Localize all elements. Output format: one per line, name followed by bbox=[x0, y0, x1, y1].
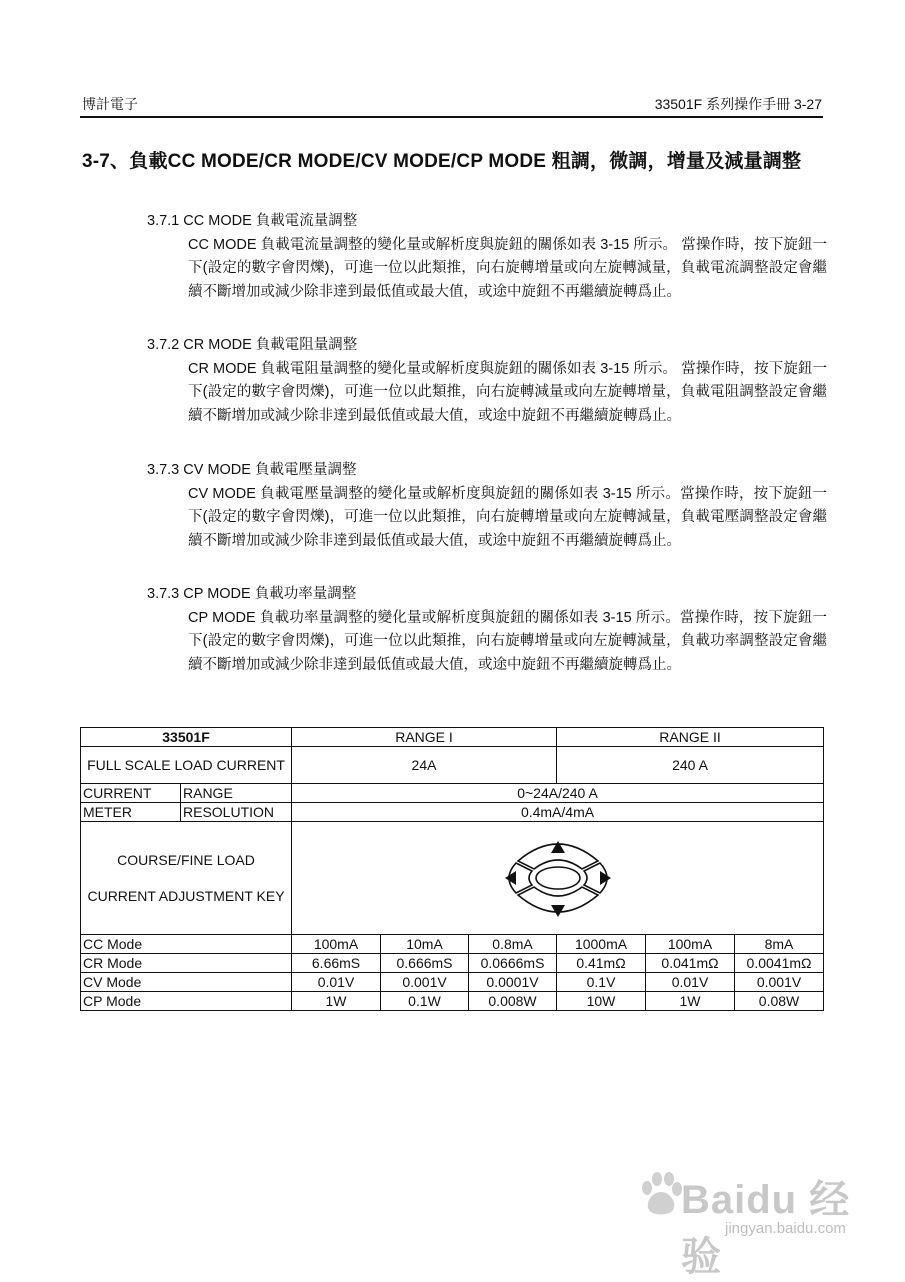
value-cell: 10W bbox=[557, 992, 646, 1011]
full-scale-label: FULL SCALE LOAD CURRENT bbox=[81, 747, 292, 784]
mode-label: CC Mode bbox=[81, 935, 292, 954]
range-label: RANGE bbox=[181, 784, 292, 803]
baidu-watermark bbox=[637, 1164, 867, 1279]
section-cr bbox=[147, 334, 827, 428]
paw-logo-icon bbox=[637, 1170, 683, 1216]
adjustment-key-cell bbox=[292, 822, 824, 935]
section-heading: 3.7.1 CC MODE 負載電流量調整 bbox=[147, 213, 358, 229]
range-i-header: RANGE I bbox=[292, 728, 557, 747]
mode-label: CP Mode bbox=[81, 992, 292, 1011]
resolution-table bbox=[80, 727, 824, 1011]
value-cell: 0.01V bbox=[646, 973, 735, 992]
resolution-label: RESOLUTION bbox=[181, 803, 292, 822]
value-cell: 0.0001V bbox=[469, 973, 557, 992]
section-heading: 3.7.3 CP MODE 負載功率量調整 bbox=[147, 586, 357, 602]
meter-resolution-row bbox=[81, 803, 824, 822]
meter-label-meter: METER bbox=[81, 803, 181, 822]
value-cell: 8mA bbox=[735, 935, 824, 954]
four-way-key-icon bbox=[498, 833, 618, 923]
mode-label: CR Mode bbox=[81, 954, 292, 973]
section-cp bbox=[147, 583, 827, 677]
header-rule bbox=[80, 116, 823, 118]
section-body: CP MODE 負載功率量調整的變化量或解析度與旋鈕的關係如表 3-15 所示。當操作時，按下旋鈕一下(設定的數字會閃爍)，可進一位以此類推，向右旋轉增量或向左旋轉減量，負載功率調整設定會繼續不斷增加或減少除非達到最低值或最大值，或途中旋鈕不再繼續旋轉爲止。 bbox=[188, 609, 827, 673]
section-heading: 3.7.3 CV MODE 負載電壓量調整 bbox=[147, 462, 357, 478]
table-row bbox=[81, 935, 824, 954]
value-cell: 0.8mA bbox=[469, 935, 557, 954]
section-body: CV MODE 負載電壓量調整的變化量或解析度與旋鈕的關係如表 3-15 所示。當操作時，按下旋鈕一下(設定的數字會閃爍)，可進一位以此類推，向右旋轉增量或向左旋轉減量，負載電壓調整設定會繼續不斷增加或減少除非達到最低值或最大值，或途中旋鈕不再繼續旋轉爲止。 bbox=[188, 485, 827, 549]
meter-label-current: CURRENT bbox=[81, 784, 181, 803]
adjustment-key-row bbox=[81, 822, 824, 935]
section-heading: 3.7.2 CR MODE 負載電阻量調整 bbox=[147, 337, 358, 353]
value-cell: 6.66mS bbox=[292, 954, 381, 973]
meter-range-row bbox=[81, 784, 824, 803]
value-cell: 0.1W bbox=[381, 992, 469, 1011]
adjustment-key-label bbox=[81, 822, 292, 935]
table-header-row bbox=[81, 728, 824, 747]
section-body: CC MODE 負載電流量調整的變化量或解析度與旋鈕的關係如表 3-15 所示。 當操作時，按下旋鈕一下(設定的數字會閃爍)，可進一位以此類推，向右旋轉增量或向左旋轉減量，負載電流調整設定會繼續不斷增加或減少除非達到最低值或最大值，或途中旋鈕不再繼續旋轉爲止。 bbox=[188, 236, 827, 300]
full-scale-range-ii: 240 A bbox=[557, 747, 824, 784]
key-center-ellipse bbox=[536, 867, 580, 889]
table-row bbox=[81, 973, 824, 992]
value-cell: 100mA bbox=[646, 935, 735, 954]
value-cell: 0.0666mS bbox=[469, 954, 557, 973]
value-cell: 0.08W bbox=[735, 992, 824, 1011]
value-cell: 1W bbox=[292, 992, 381, 1011]
value-cell: 0.666mS bbox=[381, 954, 469, 973]
section-title: 3-7、負載CC MODE/CR MODE/CV MODE/CP MODE 粗調，微調，增量及減量調整 bbox=[82, 151, 802, 172]
value-cell: 0.001V bbox=[381, 973, 469, 992]
adjustment-key-label-line1: COURSE/FINE LOAD bbox=[117, 852, 255, 868]
value-cell: 10mA bbox=[381, 935, 469, 954]
page-header bbox=[82, 94, 822, 116]
value-cell: 0.1V bbox=[557, 973, 646, 992]
value-cell: 0.0041mΩ bbox=[735, 954, 824, 973]
section-body: CR MODE 負載電阻量調整的變化量或解析度與旋鈕的關係如表 3-15 所示。 當操作時，按下旋鈕一下(設定的數字會閃爍)，可進一位以此類推，向右旋轉減量或向左旋轉增量，負載電阻調整設定會繼續不斷增加或減少除非達到最低值或最大值，或途中旋鈕不再繼續旋轉爲止。 bbox=[188, 360, 827, 424]
value-cell: 0.008W bbox=[469, 992, 557, 1011]
adjustment-key-label-line2: CURRENT ADJUSTMENT KEY bbox=[87, 888, 285, 904]
mode-label: CV Mode bbox=[81, 973, 292, 992]
value-cell: 0.41mΩ bbox=[557, 954, 646, 973]
full-scale-row bbox=[81, 747, 824, 784]
resolution-value: 0.4mA/4mA bbox=[292, 803, 824, 822]
value-cell: 0.01V bbox=[292, 973, 381, 992]
value-cell: 1000mA bbox=[557, 935, 646, 954]
watermark-url: jingyan.baidu.com bbox=[725, 1220, 846, 1237]
range-ii-header: RANGE II bbox=[557, 728, 824, 747]
full-scale-range-i: 24A bbox=[292, 747, 557, 784]
value-cell: 0.001V bbox=[735, 973, 824, 992]
value-cell: 1W bbox=[646, 992, 735, 1011]
header-manual-page: 33501F 系列操作手冊 3-27 bbox=[654, 96, 822, 112]
model-header: 33501F bbox=[81, 728, 292, 747]
header-company: 博計電子 bbox=[82, 96, 138, 112]
value-cell: 100mA bbox=[292, 935, 381, 954]
watermark-brand: Baidu 经验 bbox=[681, 1178, 851, 1279]
table-row bbox=[81, 954, 824, 973]
table-row bbox=[81, 992, 824, 1011]
section-cc bbox=[147, 210, 827, 304]
value-cell: 0.041mΩ bbox=[646, 954, 735, 973]
range-value: 0~24A/240 A bbox=[292, 784, 824, 803]
section-cv bbox=[147, 459, 827, 553]
